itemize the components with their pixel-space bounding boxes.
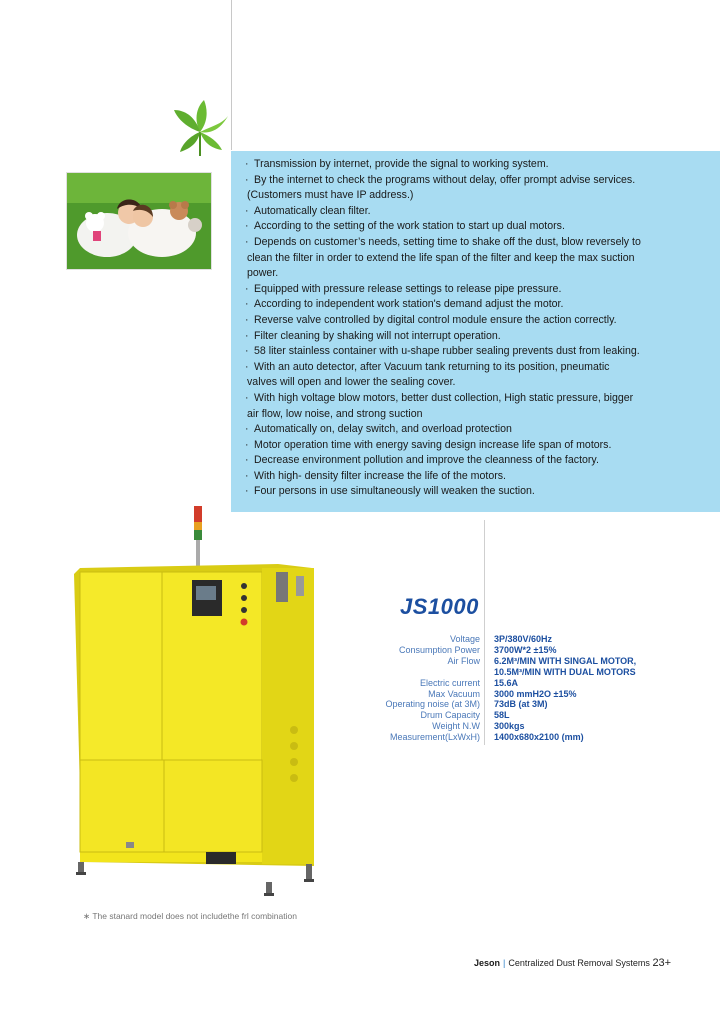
spec-row: [0, 710, 720, 721]
feature-text: Depends on customer’s needs, setting time to shake off the dust, blow reversely to: [254, 235, 641, 248]
spec-value: 15.6A: [494, 677, 519, 688]
footer-brand: Jeson: [474, 958, 501, 968]
feature-text: 58 liter stainless container with u-shape rubber sealing prevents dust from leaking.: [254, 345, 640, 358]
feature-item: [245, 360, 710, 391]
spec-label: Weight N.W: [432, 721, 480, 732]
feature-item: [245, 157, 710, 173]
spec-row: [0, 721, 720, 732]
spec-row: [0, 699, 720, 710]
bullet-dot: ·: [245, 345, 249, 358]
feature-item: [245, 453, 710, 469]
feature-item: [245, 469, 710, 485]
bullet-dot: ·: [245, 282, 249, 295]
feature-text: According to the setting of the work station to start up dual motors.: [254, 220, 565, 233]
feature-text: Motor operation time with energy saving design increase life span of motors.: [254, 438, 612, 451]
feature-item: [245, 204, 710, 220]
bullet-dot: ·: [245, 423, 249, 436]
feature-text: Automatically on, delay switch, and overload protection: [254, 423, 512, 436]
spec-value: 1400x680x2100 (mm): [494, 732, 584, 743]
feature-text: Filter cleaning by shaking will not interrupt operation.: [254, 329, 501, 342]
spec-label: Measurement(LxWxH): [389, 732, 480, 743]
spec-value: 3P/380V/60Hz: [494, 634, 553, 644]
feature-text: air flow, low noise, and strong suction: [247, 407, 423, 420]
spec-row: [0, 656, 720, 667]
spec-label: Max Vacuum: [428, 688, 480, 699]
features-panel: [231, 151, 720, 512]
footnote: ∗ The stanard model does not includethe frl combination: [83, 911, 297, 921]
feature-text: According to independent work station's demand adjust the motor.: [254, 298, 564, 311]
bullet-dot: ·: [245, 485, 249, 498]
spec-row: [0, 667, 720, 678]
spec-row: [0, 732, 720, 743]
feature-item: [245, 219, 710, 235]
feature-item: [245, 422, 710, 438]
bullet-dot: ·: [245, 204, 249, 217]
feature-text: Transmission by internet, provide the signal to working system.: [254, 158, 549, 170]
spec-value: 6.2M³/MIN WITH SINGAL MOTOR,: [494, 655, 637, 666]
bullet-dot: ·: [245, 298, 249, 311]
bullet-dot: ·: [245, 235, 249, 248]
feature-item: [245, 173, 710, 204]
feature-text: clean the filter in order to extend the life span of the filter and keep the max suction: [247, 251, 635, 264]
spec-label: Consumption Power: [398, 644, 480, 655]
vertical-divider: [231, 0, 232, 150]
feature-text: With an auto detector, after Vacuum tank returning to its position, pneumatic: [254, 360, 610, 373]
bullet-dot: ·: [245, 158, 249, 170]
spec-value: 58L: [494, 710, 510, 721]
spec-value: 10.5M³/MIN WITH DUAL MOTORS: [494, 666, 636, 677]
bullet-dot: ·: [245, 313, 249, 326]
feature-text: (Customers must have IP address.): [247, 189, 414, 202]
spec-label: Air Flow: [447, 655, 480, 666]
feature-text: power.: [247, 267, 279, 280]
bullet-dot: ·: [245, 173, 249, 186]
spec-value: 73dB (at 3M): [494, 699, 548, 710]
spec-row: [0, 689, 720, 700]
feature-item: [245, 297, 710, 313]
bullet-dot: ·: [245, 469, 249, 482]
spec-row: [0, 645, 720, 656]
children-photo: [66, 172, 212, 270]
features-list: [231, 151, 720, 500]
bullet-dot: ·: [245, 454, 249, 467]
feature-text: By the internet to check the programs without delay, offer prompt advise services.: [254, 173, 636, 186]
feature-text: Decrease environment pollution and improve the cleanness of the factory.: [254, 454, 599, 467]
spec-row: [0, 634, 720, 645]
feature-text: With high- density filter increase the life of the motors.: [254, 469, 507, 482]
bullet-dot: ·: [245, 438, 249, 451]
feature-text: With high voltage blow motors, better dust collection, High static pressure, bigger: [254, 391, 634, 404]
feature-text: Four persons in use simultaneously will weaken the suction.: [254, 485, 535, 498]
spec-label: Drum Capacity: [420, 710, 480, 721]
spec-label: Electric current: [419, 677, 480, 688]
spec-label: Operating noise (at 3M): [385, 699, 480, 710]
feature-text: Equipped with pressure release settings to release pipe pressure.: [254, 282, 562, 295]
feature-text: Automatically clean filter.: [254, 204, 371, 217]
page-number: 23+: [652, 957, 672, 969]
feature-item: [245, 484, 710, 500]
spec-row: [0, 678, 720, 689]
feature-item: [245, 344, 710, 360]
feature-item: [245, 235, 710, 282]
footer-title: Centralized Dust Removal Systems: [508, 958, 650, 968]
spec-value: 3700W*2 ±15%: [494, 644, 557, 655]
spec-label: Voltage: [449, 634, 480, 644]
feature-item: [245, 438, 710, 454]
footer-separator: |: [503, 958, 506, 968]
bullet-dot: ·: [245, 391, 249, 404]
feature-item: [245, 391, 710, 422]
bullet-dot: ·: [245, 360, 249, 373]
feature-item: [245, 282, 710, 298]
feature-text: Reverse valve controlled by digital control module ensure the action correctly.: [254, 313, 617, 326]
page-footer: [474, 957, 671, 969]
bullet-dot: ·: [245, 220, 249, 233]
spec-value: 3000 mmH2O ±15%: [494, 688, 577, 699]
bullet-dot: ·: [245, 329, 249, 342]
leaf-icon: [170, 98, 230, 158]
feature-item: [245, 329, 710, 345]
feature-text: valves will open and lower the sealing cover.: [247, 376, 456, 389]
model-name: JS1000: [400, 594, 479, 619]
spec-value: 300kgs: [494, 721, 525, 732]
feature-item: [245, 313, 710, 329]
